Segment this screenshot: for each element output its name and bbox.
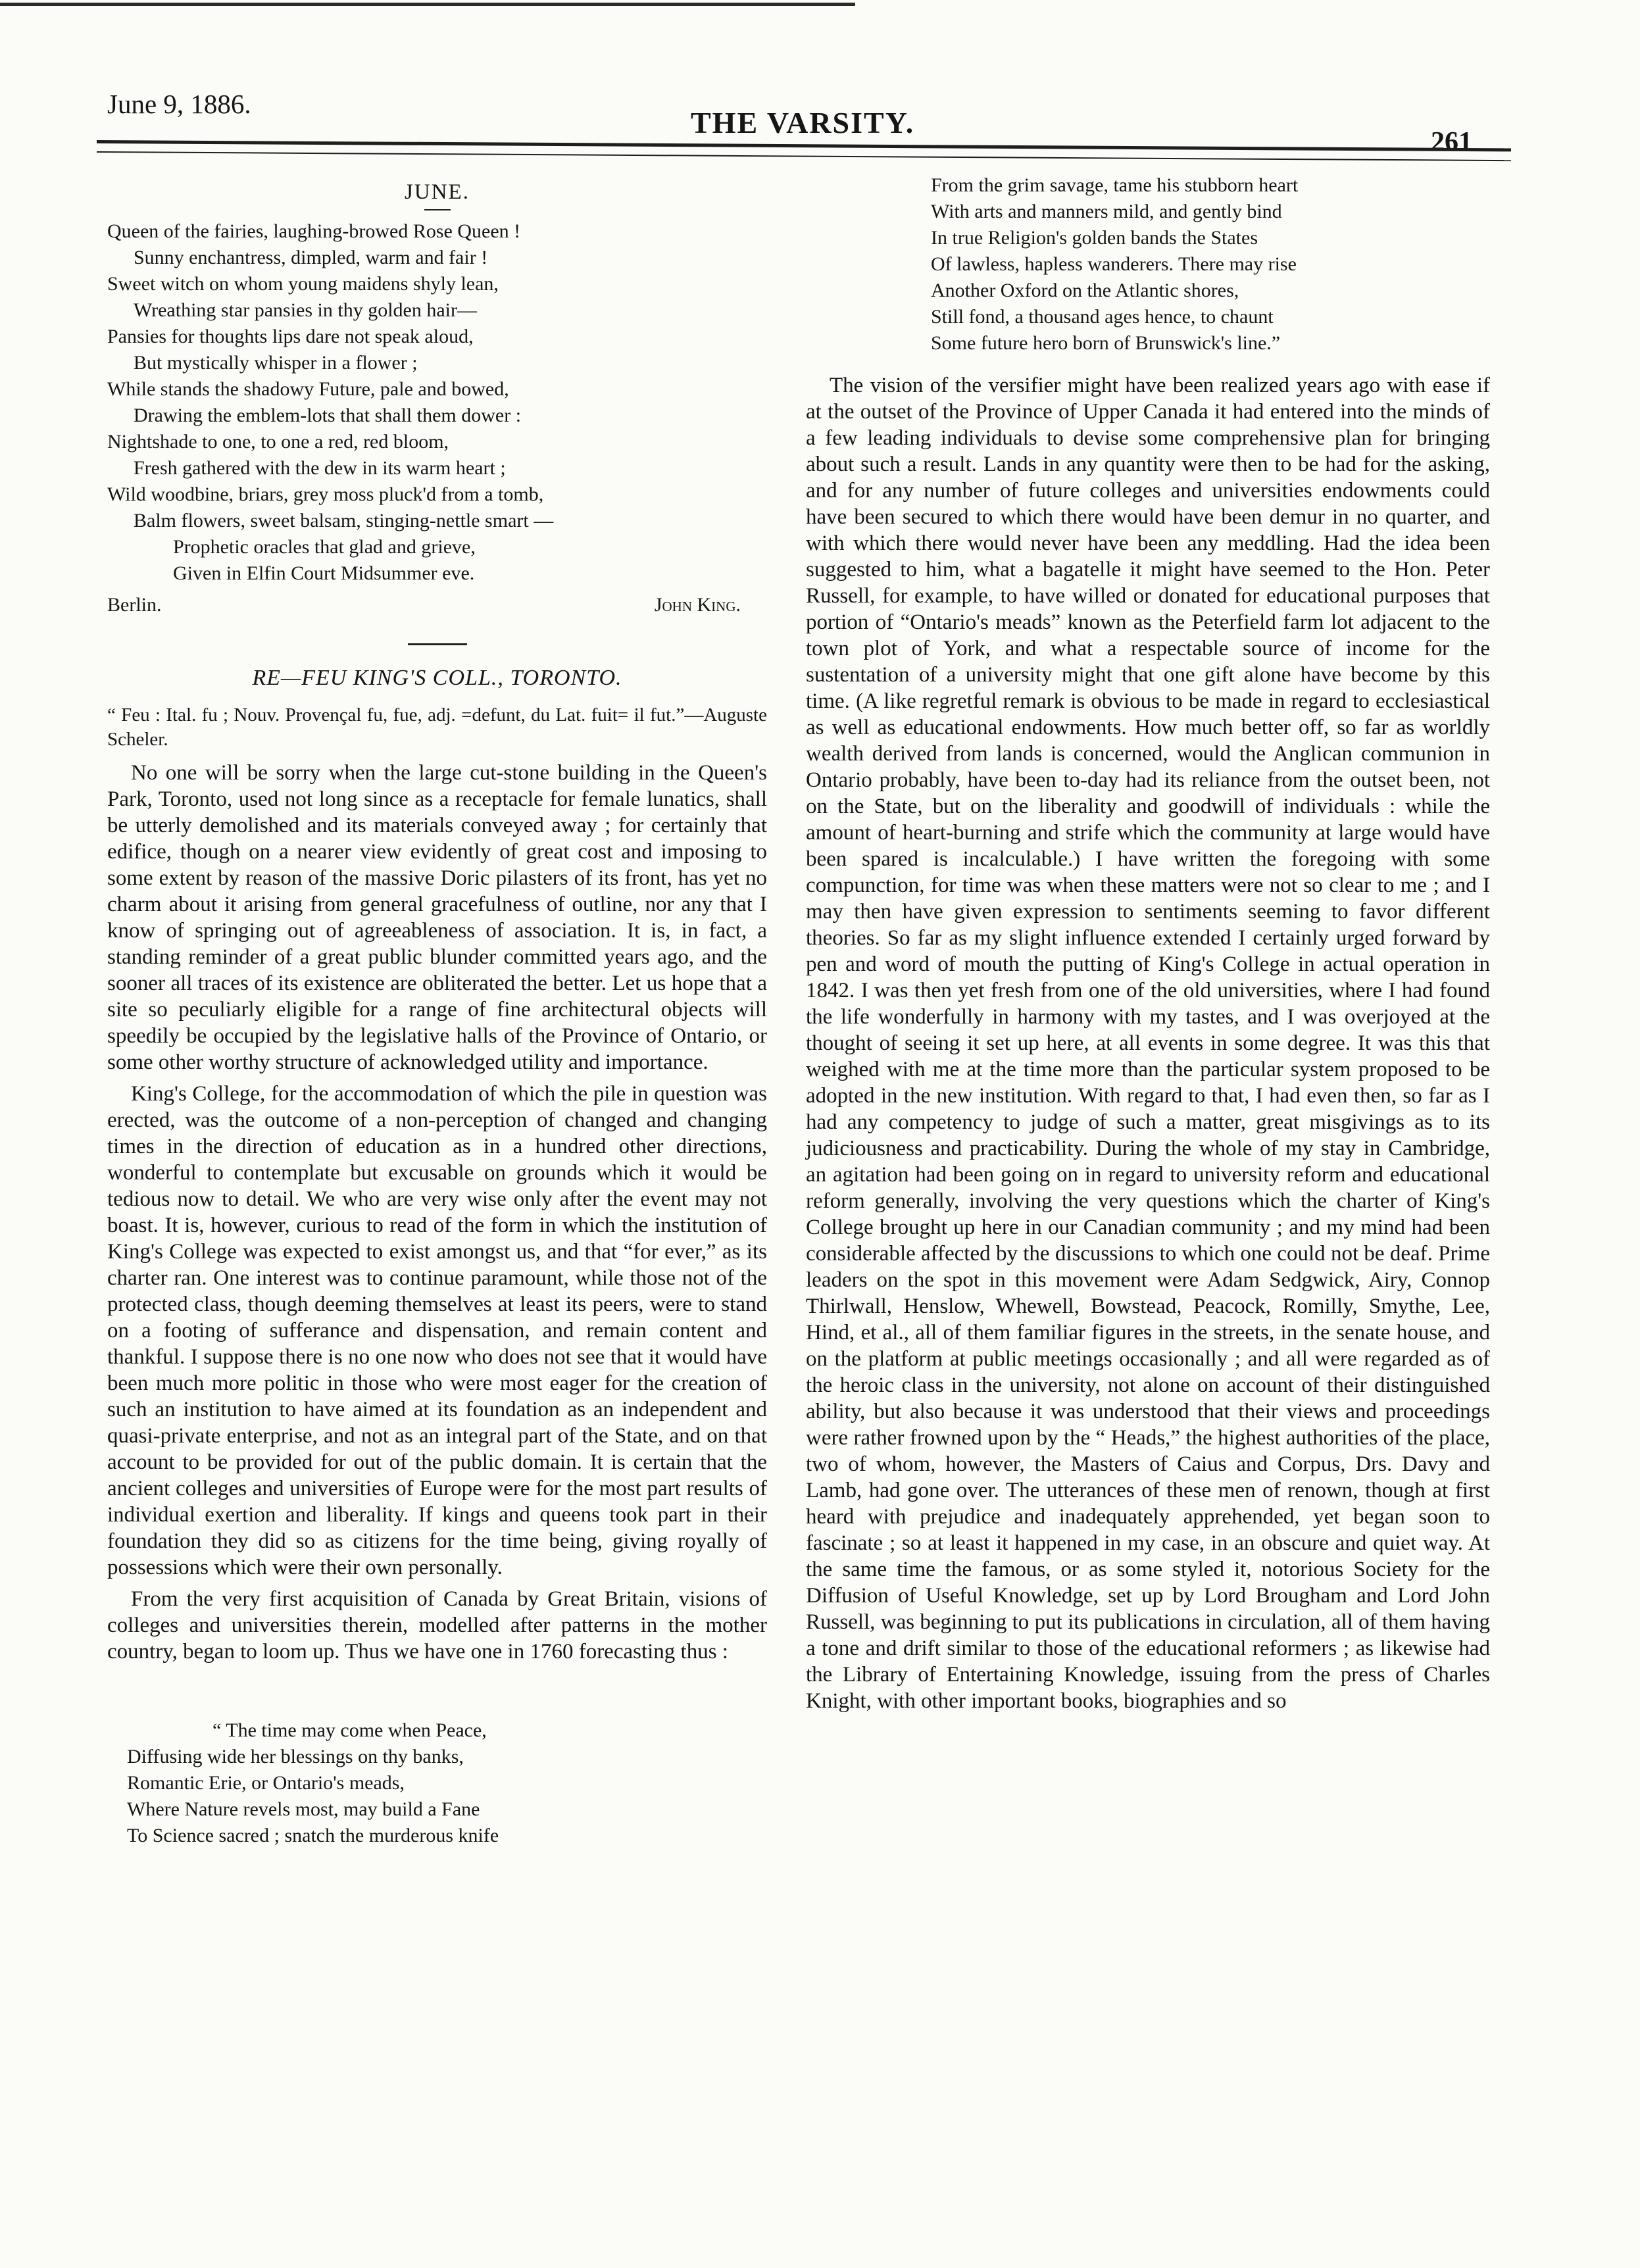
header-rule-thick <box>97 140 1511 151</box>
page-number: 261 <box>1431 127 1472 157</box>
header-rule-thin <box>97 151 1511 161</box>
poem-line: Drawing the emblem-lots that shall them dower : <box>134 405 522 426</box>
quote-line: Of lawless, hapless wanderers. There may rise <box>931 253 1297 275</box>
top-edge-rule <box>0 3 855 6</box>
verse-quotation-continued <box>806 172 1490 357</box>
poem-line: While stands the shadowy Future, pale and bowed, <box>107 378 509 400</box>
poem-title-rule <box>424 209 451 210</box>
article-title-text: RE—FEU KING'S COLL., TORONTO. <box>252 666 622 690</box>
poem-line: Nightshade to one, to one a red, red bloom, <box>107 431 449 453</box>
article-paragraph: The vision of the versifier might have been realized years ago with ease if at the outset of the Province of Upper Canada it had entered into the minds of a few leading individuals to devise some comprehensive plan for bringing about such a result. Lands in any quantity were then to be had for the asking, and for any number of future colleges and universities endowments could have been secured to which there would have been demur in no quarter, and with which there would never have been any meddling. Had the idea been suggested to him, what a bagatelle it might have seemed to the Hon. Peter Russell, for example, to have willed or donated for educational purposes that portion of “Ontario's meads” known as the Peterfield farm lot adjacent to the town plot of York, and what a respectable source of income for the sustentation of a university might that one gift alone have become by this time. (A like regretful remark is obvious to be made in regard to ecclesiastical as well as educational endowments. How much better off, so far as worldly wealth derived from lands is concerned, would the Anglican communion in Ontario probably, have been to-day had its reliance from the outset been, not on the State, but on the liberality and goodwill of individuals : while the amount of heart-burning and strife which the community at large would have been spared is incalculable.) I have written the foregoing with some compunction, for time was when these matters were not so clear to me ; and I may then have given expression to sentiments seeming to favor different theories. So far as my slight influence extended I certainly urged forward by pen and word of mouth the putting of King's College in actual operation in 1842. I was then yet fresh from one of the old universities, where I had found the life wonderfully in harmony with my tastes, and I was overjoyed at the thought of seeing it set up here, at all events in some degree. It was this that weighed with me at the time more than the particular system proposed to be adopted in the new institution. With regard to that, I had even then, so far as I had any competency to judge of such a matter, great misgivings as to its judiciousness and practicability. During the whole of my stay in Cambridge, an agitation had been going on in regard to university reform and educational reform generally, involving the very questions which the charter of King's College brought up here in our Canadian community ; and my mind had been considerable affected by the discussions to which one could not be deaf. Prime leaders on the spot in this movement were Adam Sedgwick, Airy, Connop Thirlwall, Henslow, Whewell, Bowstead, Peacock, Romilly, Smythe, Lee, Hind, et al., all of them familiar figures in the streets, in the senate house, and on the platform at public meetings occasionally ; and all were regarded as of the heroic class in the university, not alone on account of their distinguished ability, but also because it was understood that their views and proceedings were rather frowned upon by the “ Heads,” the highest authorities of the place, two of whom, however, the Masters of Caius and Corpus, Drs. Davy and Lamb, had gone over. The utterances of these men of renown, though at first heard with prejudice and inadequately apprehended, yet began soon to fascinate ; so at least it happened in my case, in an obscure and quiet way. At the same time the famous, or as some styled it, notorious Society for the Diffusion of Useful Knowledge, set up by Lord Brougham and Lord John Russell, was beginning to put its publications in circulation, all of them having a tone and drift similar to those of the educational reformers ; as likewise had the Library of Entertaining Knowledge, issuing from the press of Charles Knight, with other important books, biographies and so <box>806 374 1490 1713</box>
quote-line: Another Oxford on the Atlantic shores, <box>931 280 1239 301</box>
quote-line: Diffusing wide her blessings on thy banks, <box>127 1746 464 1767</box>
masthead-title: THE VARSITY. <box>691 106 915 139</box>
article-title <box>107 665 767 691</box>
poem-line: Prophetic oracles that glad and grieve, <box>173 536 476 558</box>
poem-place: Berlin. <box>107 594 162 616</box>
article-paragraph: No one will be sorry when the large cut-stone building in the Queen's Park, Toronto, used not long since as a receptacle for female lunatics, shall be utterly demolished and its materials conveyed away ; for certainly that edifice, though on a nearer view evidently of great cost and imposing to some extent by reason of the massive Doric pilasters of its front, has yet no charm about it arising from general gracefulness of outline, nor any that I know of springing out of agreeableness of association. It is, in fact, a standing reminder of a great public blunder committed years ago, and the sooner all traces of its existence are obliterated the better. Let us hope that a site so peculiarly eligible for a range of fine architectural objects will speedily be occupied by the legislative halls of the Province of Ontario, or some other worthy structure of acknowledged utility and importance. <box>107 761 767 1074</box>
issue-date: June 9, 1886. <box>107 89 251 119</box>
verse-quotation <box>107 1717 767 1849</box>
quote-line: Still fond, a thousand ages hence, to chaunt <box>931 306 1274 328</box>
poem-line: Balm flowers, sweet balsam, stinging-nettle smart — <box>134 510 554 531</box>
poem-line: Wild woodbine, briars, grey moss pluck'd from a tomb, <box>107 483 544 505</box>
poem-line: Sweet witch on whom young maidens shyly lean, <box>107 273 499 295</box>
section-divider <box>408 643 467 645</box>
article-paragraph: King's College, for the accommodation of which the pile in question was erected, was the outcome of a non-perception of changed and changing times in the direction of education as in a hundred other directions, wonderful to contemplate but excusable on grounds which it would be tedious now to detail. We who are very wise only after the event may not boast. It is, however, curious to read of the form in which the institution of King's College was expected to exist amongst us, and that “for ever,” as its charter ran. One interest was to continue paramount, while those not of the protected class, though deeming themselves at least its peers, were to stand on a footing of sufferance and dispensation, and remain content and thankful. I suppose there is no one now who does not see that it would have been much more politic in those who were most eager for the creation of such an institution to have aimed at its foundation as an independent and quasi-private enterprise, and not as an integral part of the State, and on that account to be provided for out of the public domain. It is certain that the ancient colleges and universities of Europe were for the most part results of individual exertion and liberality. If kings and queens took part in their foundation they did so as citizens for the time being, giving royally of possessions which were their own personally. <box>107 1082 767 1579</box>
poem-line: But mystically whisper in a flower ; <box>134 352 418 374</box>
poem-line: Given in Elfin Court Midsummer eve. <box>173 562 475 584</box>
poem-line: Pansies for thoughts lips dare not speak aloud, <box>107 326 474 347</box>
quote-line: To Science sacred ; snatch the murderous knife <box>127 1825 499 1846</box>
quote-line: “ The time may come when Peace, <box>212 1719 487 1741</box>
poem-line: Fresh gathered with the dew in its warm heart ; <box>134 457 506 479</box>
poem-body <box>107 218 767 587</box>
quote-line: From the grim savage, tame his stubborn heart <box>931 174 1299 196</box>
poem-author: John King. <box>654 594 741 616</box>
right-paragraphs <box>806 372 1490 1714</box>
quote-line: Where Nature revels most, may build a Fane <box>127 1798 480 1820</box>
poem-line: Sunny enchantress, dimpled, warm and fair ! <box>134 247 488 268</box>
poem-title: JUNE. <box>405 180 470 204</box>
article-epigraph: “ Feu : Ital. fu ; Nouv. Provençal fu, fue, adj. =defunt, du Lat. fuit= il fut.”—Auguste Scheler. <box>107 704 767 750</box>
quote-line: With arts and manners mild, and gently bind <box>931 201 1282 222</box>
poem-signature <box>107 592 767 618</box>
poem-line: Wreathing star pansies in thy golden hair— <box>134 299 477 321</box>
left-column <box>107 172 767 1849</box>
poem-line: Queen of the fairies, laughing-browed Rose Queen ! <box>107 220 521 242</box>
quote-line: Romantic Erie, or Ontario's meads, <box>127 1772 405 1794</box>
quote-line: In true Religion's golden bands the States <box>931 227 1258 249</box>
left-paragraphs <box>107 760 767 1665</box>
article-paragraph: From the very first acquisition of Canada by Great Britain, visions of colleges and universities therein, modelled after patterns in the mother country, began to loom up. Thus we have one in 1760 forecasting thus : <box>107 1587 767 1664</box>
quote-line: Some future hero born of Brunswick's line.” <box>931 332 1281 354</box>
right-column <box>806 172 1490 1719</box>
